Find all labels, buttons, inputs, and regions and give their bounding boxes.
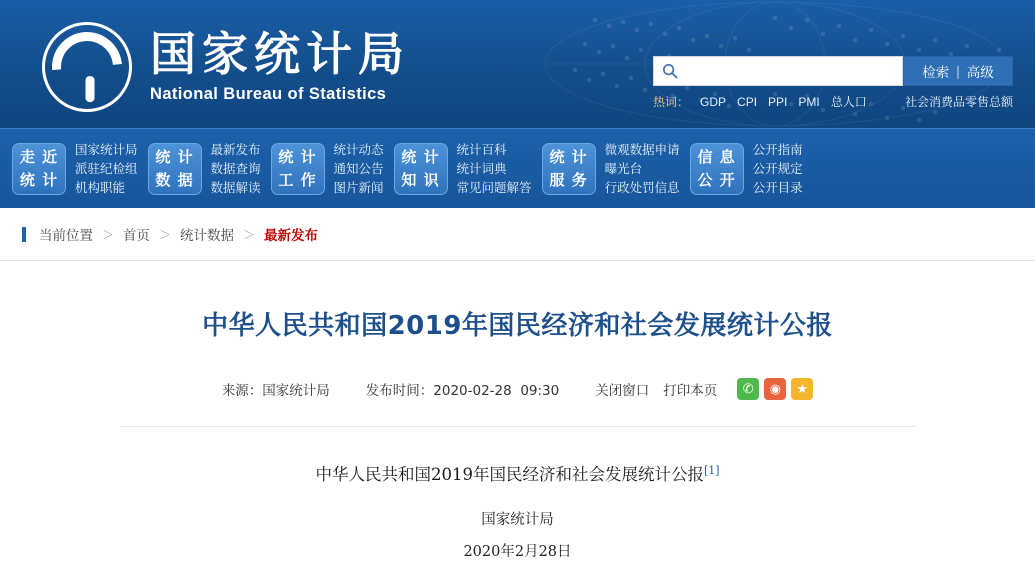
nav-link-disclosure-guide[interactable]: 公开指南 bbox=[752, 142, 803, 157]
publish-label: 发布时间： bbox=[365, 383, 434, 399]
search-submit-button[interactable] bbox=[903, 56, 1013, 86]
nav-group-about bbox=[12, 141, 138, 196]
nav-badge-disclosure[interactable] bbox=[690, 143, 744, 195]
breadcrumb-current: 最新发布 bbox=[264, 228, 319, 243]
nav-group-service bbox=[542, 141, 680, 196]
nav-badge-line2: 公 开 bbox=[697, 170, 736, 189]
nav-badge-work[interactable] bbox=[271, 143, 325, 195]
share-buttons bbox=[737, 378, 813, 400]
publish-time: 09:30 bbox=[520, 383, 560, 399]
nav-badge-line2: 知 识 bbox=[401, 170, 440, 189]
search-icon bbox=[662, 63, 678, 79]
article-source bbox=[222, 379, 330, 399]
breadcrumb-item-data[interactable]: 统计数据 bbox=[180, 228, 235, 243]
footnote-link-1[interactable]: [1] bbox=[703, 463, 720, 477]
breadcrumb-label: 当前位置 bbox=[39, 228, 93, 243]
hotword-pmi[interactable]: PMI bbox=[798, 94, 820, 109]
advanced-search-link[interactable]: 高级 bbox=[966, 65, 994, 80]
main-nav bbox=[0, 128, 1035, 208]
search-button-label: 检索 bbox=[922, 65, 950, 80]
nav-link-faq[interactable]: 常见问题解答 bbox=[456, 180, 532, 195]
nav-link-announcements[interactable]: 通知公告 bbox=[333, 161, 384, 176]
nav-badge-knowledge[interactable] bbox=[394, 143, 448, 195]
hotword-ppi[interactable]: PPI bbox=[768, 94, 788, 109]
nav-link-data-query[interactable]: 数据查询 bbox=[210, 161, 261, 176]
search-box[interactable] bbox=[653, 56, 903, 86]
nav-badge-line1: 统 计 bbox=[155, 147, 194, 166]
nav-link-functions[interactable]: 机构职能 bbox=[75, 180, 126, 195]
nav-badge-line2: 服 务 bbox=[549, 170, 588, 189]
wechat-icon[interactable]: ✆ bbox=[737, 378, 759, 400]
page-title: 中华人民共和国2019年国民经济和社会发展统计公报 bbox=[202, 311, 833, 341]
nav-badge-line2: 工 作 bbox=[278, 170, 317, 189]
hotword-retail-sales[interactable]: 社会消费品零售总额 bbox=[904, 95, 1013, 109]
site-header bbox=[0, 0, 1035, 128]
nav-badge-about[interactable] bbox=[12, 143, 66, 195]
nav-link-photo-news[interactable]: 图片新闻 bbox=[333, 180, 384, 195]
print-page-button[interactable]: 打印本页 bbox=[663, 383, 718, 399]
article-body-date: 2020年2月28日 bbox=[463, 544, 572, 560]
search-button-separator: | bbox=[956, 63, 960, 79]
nav-link-discipline[interactable]: 派驻纪检组 bbox=[75, 161, 138, 176]
nav-badge-line1: 统 计 bbox=[549, 147, 588, 166]
search-area bbox=[653, 56, 1013, 110]
nav-badge-line1: 走 近 bbox=[19, 147, 59, 166]
search-input[interactable] bbox=[678, 57, 902, 85]
article-meta bbox=[0, 378, 1035, 400]
nav-link-data-interpretation[interactable]: 数据解读 bbox=[210, 180, 261, 195]
breadcrumb-marker bbox=[22, 227, 26, 242]
nav-group-disclosure bbox=[690, 141, 803, 196]
nbs-emblem-icon bbox=[42, 22, 132, 112]
nav-link-exposure[interactable]: 曝光台 bbox=[604, 161, 643, 176]
nav-link-penalty-info[interactable]: 行政处罚信息 bbox=[604, 180, 680, 195]
hotword-population[interactable]: 总人口 bbox=[830, 95, 867, 109]
article bbox=[0, 261, 1035, 565]
site-title-en: National Bureau of Statistics bbox=[150, 84, 387, 103]
breadcrumb-separator: ＞ bbox=[102, 227, 115, 242]
publish-date: 2020-02-28 bbox=[433, 383, 512, 399]
article-publish-time bbox=[366, 379, 559, 399]
nav-badge-line2: 数 据 bbox=[155, 170, 194, 189]
breadcrumb-separator: ＞ bbox=[243, 227, 256, 242]
close-window-button[interactable]: 关闭窗口 bbox=[595, 383, 650, 399]
article-body-author: 国家统计局 bbox=[481, 512, 554, 528]
nav-link-nbs[interactable]: 国家统计局 bbox=[75, 142, 138, 157]
site-title-cn: 国家统计局 bbox=[150, 27, 410, 82]
article-body-title-text: 中华人民共和国2019年国民经济和社会发展统计公报 bbox=[315, 465, 704, 484]
weibo-icon[interactable]: ◉ bbox=[764, 378, 786, 400]
nav-link-latest-release[interactable]: 最新发布 bbox=[210, 142, 261, 157]
breadcrumb-item-home[interactable]: 首页 bbox=[123, 228, 151, 243]
nav-badge-service[interactable] bbox=[542, 143, 596, 195]
meta-divider bbox=[120, 426, 915, 427]
nav-group-knowledge bbox=[394, 141, 532, 196]
source-label: 来源： bbox=[221, 383, 263, 399]
nav-link-microdata-application[interactable]: 微观数据申请 bbox=[604, 142, 680, 157]
nav-link-disclosure-rules[interactable]: 公开规定 bbox=[752, 161, 803, 176]
breadcrumb bbox=[22, 224, 318, 244]
nav-badge-line1: 信 息 bbox=[697, 147, 736, 166]
nav-link-encyclopedia[interactable]: 统计百科 bbox=[456, 142, 507, 157]
breadcrumb-bar bbox=[0, 208, 1035, 261]
article-actions bbox=[595, 378, 813, 400]
nav-badge-line1: 统 计 bbox=[401, 147, 440, 166]
hotwords-label: 热词： bbox=[653, 95, 690, 109]
nav-group-work bbox=[271, 141, 384, 196]
hotword-gdp[interactable]: GDP bbox=[700, 94, 727, 109]
article-body-title bbox=[0, 461, 1035, 485]
nav-group-data bbox=[148, 141, 261, 196]
nav-badge-line2: 统 计 bbox=[19, 170, 59, 189]
hotword-cpi[interactable]: CPI bbox=[737, 94, 758, 109]
favorite-icon[interactable]: ★ bbox=[791, 378, 813, 400]
nav-badge-line1: 统 计 bbox=[278, 147, 317, 166]
breadcrumb-separator: ＞ bbox=[159, 227, 172, 242]
source-value: 国家统计局 bbox=[262, 383, 330, 399]
nav-link-disclosure-catalog[interactable]: 公开目录 bbox=[752, 180, 803, 195]
nav-link-dictionary[interactable]: 统计词典 bbox=[456, 161, 507, 176]
nav-link-news[interactable]: 统计动态 bbox=[333, 142, 384, 157]
site-logo[interactable] bbox=[42, 22, 410, 112]
nav-badge-data[interactable] bbox=[148, 143, 202, 195]
